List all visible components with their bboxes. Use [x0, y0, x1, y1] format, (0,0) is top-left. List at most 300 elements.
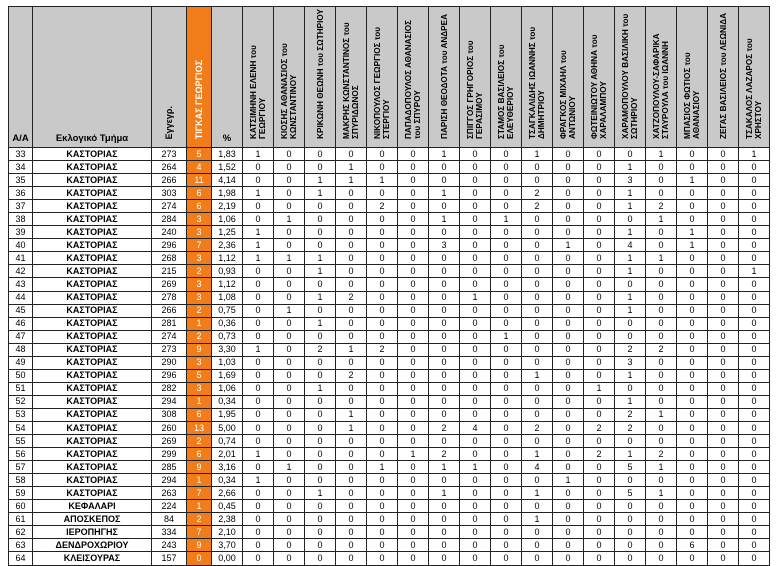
row-candidate-votes: 0 — [677, 369, 708, 382]
row-candidate-votes: 0 — [243, 356, 274, 369]
row-candidate-votes: 0 — [708, 148, 739, 161]
row-candidate-votes: 0 — [367, 265, 398, 278]
row-candidate-votes: 0 — [739, 395, 770, 408]
row-candidate-votes: 0 — [677, 356, 708, 369]
row-candidate-votes: 0 — [243, 395, 274, 408]
table-row — [9, 448, 770, 461]
row-percent: 1,06 — [212, 382, 243, 395]
row-candidate-votes: 0 — [708, 552, 739, 565]
row-candidate-votes: 0 — [274, 161, 305, 174]
row-candidate-votes: 0 — [305, 148, 336, 161]
row-candidate-votes: 0 — [553, 513, 584, 526]
row-candidate-votes: 0 — [739, 369, 770, 382]
row-tmima: ΙΕΡΟΠΗΓΗΣ — [33, 526, 152, 539]
row-candidate-votes: 0 — [398, 291, 429, 304]
row-percent: 1,06 — [212, 213, 243, 226]
table-row — [9, 252, 770, 265]
row-candidate-votes: 0 — [429, 408, 460, 421]
row-candidate-votes: 0 — [460, 213, 491, 226]
row-candidate-votes: 0 — [708, 395, 739, 408]
row-eggegrammenoi: 84 — [152, 513, 187, 526]
row-tmima: ΚΑΣΤΟΡΙΑΣ — [33, 278, 152, 291]
row-eggegrammenoi: 285 — [152, 461, 187, 474]
row-candidate-votes: 0 — [367, 252, 398, 265]
table-row — [9, 291, 770, 304]
row-candidate-votes: 0 — [584, 356, 615, 369]
row-candidate-votes: 0 — [739, 513, 770, 526]
row-candidate-votes: 0 — [460, 304, 491, 317]
row-candidate-votes: 0 — [429, 526, 460, 539]
row-tmima: ΚΑΣΤΟΡΙΑΣ — [33, 408, 152, 421]
row-candidate-votes: 0 — [584, 474, 615, 487]
row-candidate-votes: 0 — [367, 539, 398, 552]
header-candidate — [398, 7, 429, 148]
row-candidate-votes: 0 — [646, 265, 677, 278]
row-candidate-votes: 0 — [336, 539, 367, 552]
row-candidate-votes: 0 — [429, 356, 460, 369]
row-aa: 37 — [9, 200, 33, 213]
row-candidate-votes: 1 — [615, 369, 646, 382]
row-candidate-votes: 1 — [522, 513, 553, 526]
row-candidate-votes: 0 — [522, 395, 553, 408]
row-candidate-votes: 0 — [708, 408, 739, 421]
row-candidate-votes: 0 — [243, 408, 274, 421]
row-candidate-votes: 0 — [553, 421, 584, 434]
row-eggegrammenoi: 290 — [152, 356, 187, 369]
row-aa: 64 — [9, 552, 33, 565]
table-row — [9, 487, 770, 500]
row-candidate-votes: 0 — [243, 200, 274, 213]
row-candidate-votes: 0 — [553, 304, 584, 317]
row-candidate-votes: 0 — [677, 304, 708, 317]
row-candidate-votes: 0 — [460, 226, 491, 239]
row-candidate-votes: 1 — [553, 474, 584, 487]
row-aa: 54 — [9, 421, 33, 434]
row-candidate-votes: 0 — [305, 161, 336, 174]
row-candidate-votes: 0 — [460, 343, 491, 356]
row-candidate-votes: 0 — [584, 174, 615, 187]
row-percent: 1,52 — [212, 161, 243, 174]
row-candidate-votes: 2 — [615, 343, 646, 356]
header-candidate — [677, 7, 708, 148]
row-candidate-votes: 0 — [274, 317, 305, 330]
row-candidate-votes: 1 — [646, 461, 677, 474]
row-percent: 3,30 — [212, 343, 243, 356]
row-eggegrammenoi: 299 — [152, 448, 187, 461]
row-candidate-votes: 0 — [305, 356, 336, 369]
row-candidate-votes: 1 — [615, 291, 646, 304]
row-candidate-votes: 0 — [243, 513, 274, 526]
table-row — [9, 552, 770, 565]
row-candidate-votes: 0 — [429, 539, 460, 552]
row-candidate-votes: 0 — [646, 539, 677, 552]
row-candidate-votes: 0 — [305, 500, 336, 513]
row-candidate-votes: 0 — [367, 408, 398, 421]
row-candidate-votes: 0 — [305, 226, 336, 239]
table-body — [9, 148, 770, 566]
row-percent: 1,25 — [212, 226, 243, 239]
row-candidate-votes: 0 — [739, 356, 770, 369]
row-candidate-votes: 0 — [336, 448, 367, 461]
row-candidate-votes: 0 — [460, 382, 491, 395]
row-candidate-votes: 2 — [584, 448, 615, 461]
row-candidate-votes: 0 — [677, 161, 708, 174]
row-eggegrammenoi: 243 — [152, 539, 187, 552]
row-percent: 0,34 — [212, 395, 243, 408]
row-candidate-votes: 0 — [336, 552, 367, 565]
row-candidate-votes: 0 — [491, 174, 522, 187]
row-candidate-votes: 0 — [367, 317, 398, 330]
row-percent: 4,14 — [212, 174, 243, 187]
row-candidate-votes: 2 — [615, 421, 646, 434]
row-eggegrammenoi: 296 — [152, 239, 187, 252]
row-candidate-votes: 1 — [739, 265, 770, 278]
row-tmima: ΚΛΕΙΣΟΥΡΑΣ — [33, 552, 152, 565]
row-leader-votes: 3 — [187, 278, 212, 291]
row-candidate-votes: 0 — [615, 526, 646, 539]
row-candidate-votes: 0 — [491, 539, 522, 552]
row-candidate-votes: 0 — [522, 382, 553, 395]
row-candidate-votes: 0 — [429, 304, 460, 317]
row-candidate-votes: 0 — [553, 408, 584, 421]
row-eggegrammenoi: 273 — [152, 148, 187, 161]
header-candidate-label: ΦΡΑΓΚΟΣ ΜΙΧΑΗΛ του ΑΝΤΩΝΙΟΥ — [559, 50, 577, 139]
row-candidate-votes: 0 — [615, 317, 646, 330]
row-candidate-votes: 0 — [553, 200, 584, 213]
row-candidate-votes: 0 — [274, 382, 305, 395]
row-candidate-votes: 0 — [522, 317, 553, 330]
row-candidate-votes: 0 — [460, 252, 491, 265]
header-candidate — [522, 7, 553, 148]
row-candidate-votes: 0 — [243, 304, 274, 317]
row-candidate-votes: 0 — [429, 382, 460, 395]
row-candidate-votes: 0 — [398, 174, 429, 187]
row-candidate-votes: 1 — [460, 291, 491, 304]
row-candidate-votes: 0 — [646, 317, 677, 330]
row-candidate-votes: 0 — [336, 330, 367, 343]
row-candidate-votes: 0 — [677, 317, 708, 330]
row-candidate-votes: 0 — [491, 435, 522, 448]
row-candidate-votes: 2 — [429, 421, 460, 434]
table-row — [9, 161, 770, 174]
row-candidate-votes: 0 — [708, 369, 739, 382]
row-candidate-votes: 0 — [584, 161, 615, 174]
row-candidate-votes: 0 — [646, 278, 677, 291]
row-tmima: ΚΑΣΤΟΡΙΑΣ — [33, 291, 152, 304]
table-row — [9, 408, 770, 421]
row-candidate-votes: 0 — [398, 343, 429, 356]
row-leader-votes: 3 — [187, 291, 212, 304]
row-percent: 2,66 — [212, 487, 243, 500]
row-percent: 2,01 — [212, 448, 243, 461]
row-candidate-votes: 0 — [274, 278, 305, 291]
row-candidate-votes: 0 — [522, 343, 553, 356]
row-candidate-votes: 3 — [429, 239, 460, 252]
row-leader-votes: 7 — [187, 526, 212, 539]
row-candidate-votes: 0 — [429, 552, 460, 565]
row-candidate-votes: 0 — [708, 187, 739, 200]
row-candidate-votes: 0 — [553, 461, 584, 474]
row-candidate-votes: 0 — [336, 474, 367, 487]
row-leader-votes: 3 — [187, 226, 212, 239]
row-tmima: ΚΑΣΤΟΡΙΑΣ — [33, 343, 152, 356]
row-candidate-votes: 0 — [677, 395, 708, 408]
row-candidate-votes: 0 — [336, 461, 367, 474]
table-row — [9, 187, 770, 200]
row-candidate-votes: 0 — [336, 278, 367, 291]
row-candidate-votes: 0 — [398, 213, 429, 226]
row-candidate-votes: 0 — [398, 226, 429, 239]
header-candidate-label: ΠΑΠΑΔΟΠΟΥΛΟΣ ΑΘΑΝΑΣΙΟΣ του ΣΠΥΡΟΥ — [404, 20, 422, 139]
row-candidate-votes: 1 — [522, 448, 553, 461]
row-candidate-votes: 0 — [677, 330, 708, 343]
row-candidate-votes: 1 — [615, 304, 646, 317]
row-candidate-votes: 0 — [336, 500, 367, 513]
row-candidate-votes: 0 — [243, 552, 274, 565]
row-candidate-votes: 0 — [243, 539, 274, 552]
row-candidate-votes: 0 — [522, 278, 553, 291]
row-candidate-votes: 0 — [398, 500, 429, 513]
row-aa: 41 — [9, 252, 33, 265]
row-candidate-votes: 0 — [491, 200, 522, 213]
row-aa: 59 — [9, 487, 33, 500]
row-candidate-votes: 0 — [398, 187, 429, 200]
row-candidate-votes: 1 — [429, 148, 460, 161]
row-tmima: ΚΑΣΤΟΡΙΑΣ — [33, 487, 152, 500]
row-tmima: ΑΠΟΣΚΕΠΟΣ — [33, 513, 152, 526]
row-candidate-votes: 0 — [708, 461, 739, 474]
header-candidate-label: ΚΙΟΣΗΣ ΑΘΑΝΑΣΙΟΣ του ΚΩΝΣΤΑΝΤΙΝΟΥ — [280, 43, 298, 139]
row-leader-votes: 6 — [187, 448, 212, 461]
row-candidate-votes: 0 — [708, 200, 739, 213]
row-leader-votes: 2 — [187, 265, 212, 278]
row-candidate-votes: 0 — [646, 526, 677, 539]
row-candidate-votes: 1 — [305, 174, 336, 187]
row-leader-votes: 6 — [187, 200, 212, 213]
row-eggegrammenoi: 303 — [152, 187, 187, 200]
row-candidate-votes: 0 — [336, 356, 367, 369]
table-row — [9, 474, 770, 487]
header-tmima — [33, 7, 152, 148]
row-tmima: ΚΑΣΤΟΡΙΑΣ — [33, 395, 152, 408]
row-candidate-votes: 0 — [708, 239, 739, 252]
header-candidate-label: ΤΣΑΓΚΑΛΙΔΗΣ ΙΩΑΝΝΗΣ του ΔΗΜΗΤΡΙΟΥ — [528, 26, 546, 139]
row-eggegrammenoi: 308 — [152, 408, 187, 421]
row-candidate-votes: 1 — [336, 174, 367, 187]
table-row — [9, 369, 770, 382]
row-percent: 2,36 — [212, 239, 243, 252]
row-candidate-votes: 1 — [243, 187, 274, 200]
row-candidate-votes: 1 — [677, 226, 708, 239]
row-candidate-votes: 0 — [243, 213, 274, 226]
row-candidate-votes: 0 — [274, 330, 305, 343]
row-tmima: ΚΑΣΤΟΡΙΑΣ — [33, 161, 152, 174]
row-tmima: ΚΑΣΤΟΡΙΑΣ — [33, 174, 152, 187]
row-candidate-votes: 5 — [615, 461, 646, 474]
row-candidate-votes: 0 — [398, 474, 429, 487]
row-percent: 5,00 — [212, 421, 243, 434]
header-candidate — [305, 7, 336, 148]
row-tmima: ΚΕΦΑΛΑΡΙ — [33, 500, 152, 513]
row-candidate-votes: 0 — [677, 148, 708, 161]
row-candidate-votes: 0 — [398, 539, 429, 552]
row-candidate-votes: 0 — [274, 474, 305, 487]
row-candidate-votes: 0 — [522, 500, 553, 513]
row-candidate-votes: 0 — [398, 513, 429, 526]
row-candidate-votes: 0 — [398, 304, 429, 317]
row-candidate-votes: 0 — [739, 278, 770, 291]
row-candidate-votes: 0 — [243, 487, 274, 500]
row-aa: 38 — [9, 213, 33, 226]
row-candidate-votes: 4 — [615, 239, 646, 252]
row-candidate-votes: 0 — [646, 435, 677, 448]
row-candidate-votes: 0 — [739, 304, 770, 317]
row-candidate-votes: 0 — [398, 408, 429, 421]
row-candidate-votes: 0 — [367, 513, 398, 526]
row-candidate-votes: 0 — [367, 500, 398, 513]
row-candidate-votes: 0 — [522, 474, 553, 487]
row-candidate-votes: 2 — [522, 200, 553, 213]
row-candidate-votes: 0 — [274, 421, 305, 434]
row-percent: 1,08 — [212, 291, 243, 304]
row-candidate-votes: 0 — [305, 304, 336, 317]
row-candidate-votes: 0 — [739, 539, 770, 552]
row-candidate-votes: 0 — [336, 304, 367, 317]
row-candidate-votes: 0 — [584, 369, 615, 382]
row-candidate-votes: 0 — [460, 526, 491, 539]
row-candidate-votes: 0 — [739, 213, 770, 226]
row-eggegrammenoi: 263 — [152, 487, 187, 500]
results-sheet — [8, 6, 768, 563]
row-candidate-votes: 0 — [336, 513, 367, 526]
row-candidate-votes: 0 — [553, 382, 584, 395]
row-candidate-votes: 2 — [429, 448, 460, 461]
row-candidate-votes: 0 — [646, 513, 677, 526]
row-candidate-votes: 0 — [739, 239, 770, 252]
row-candidate-votes: 0 — [522, 226, 553, 239]
row-candidate-votes: 0 — [677, 513, 708, 526]
header-tmima-label: Εκλογικό Τμήμα — [55, 133, 129, 144]
row-candidate-votes: 1 — [491, 330, 522, 343]
table-row — [9, 304, 770, 317]
row-candidate-votes: 1 — [336, 343, 367, 356]
row-candidate-votes: 0 — [367, 356, 398, 369]
row-candidate-votes: 0 — [274, 500, 305, 513]
row-candidate-votes: 0 — [367, 278, 398, 291]
row-candidate-votes: 0 — [460, 200, 491, 213]
row-candidate-votes: 3 — [615, 174, 646, 187]
row-candidate-votes: 0 — [553, 161, 584, 174]
row-candidate-votes: 3 — [615, 356, 646, 369]
row-candidate-votes: 0 — [398, 317, 429, 330]
row-candidate-votes: 1 — [677, 174, 708, 187]
row-percent: 0,93 — [212, 265, 243, 278]
row-leader-votes: 6 — [187, 187, 212, 200]
row-candidate-votes: 0 — [429, 474, 460, 487]
row-candidate-votes: 0 — [739, 291, 770, 304]
row-candidate-votes: 0 — [460, 330, 491, 343]
row-candidate-votes: 0 — [491, 265, 522, 278]
row-candidate-votes: 1 — [739, 148, 770, 161]
row-leader-votes: 9 — [187, 539, 212, 552]
row-candidate-votes: 0 — [553, 291, 584, 304]
row-candidate-votes: 0 — [584, 239, 615, 252]
row-candidate-votes: 0 — [429, 435, 460, 448]
row-candidate-votes: 0 — [460, 487, 491, 500]
row-candidate-votes: 0 — [677, 252, 708, 265]
row-tmima: ΚΑΣΤΟΡΙΑΣ — [33, 239, 152, 252]
row-candidate-votes: 1 — [429, 461, 460, 474]
row-candidate-votes: 1 — [336, 161, 367, 174]
table-row — [9, 356, 770, 369]
row-candidate-votes: 0 — [553, 487, 584, 500]
row-candidate-votes: 0 — [708, 174, 739, 187]
row-candidate-votes: 0 — [646, 395, 677, 408]
row-candidate-votes: 0 — [398, 526, 429, 539]
row-candidate-votes: 0 — [615, 474, 646, 487]
header-candidate — [460, 7, 491, 148]
row-candidate-votes: 0 — [336, 526, 367, 539]
row-candidate-votes: 0 — [491, 369, 522, 382]
row-candidate-votes: 0 — [677, 552, 708, 565]
table-row — [9, 213, 770, 226]
header-candidate — [336, 7, 367, 148]
row-candidate-votes: 0 — [584, 226, 615, 239]
row-candidate-votes: 0 — [739, 226, 770, 239]
row-candidate-votes: 0 — [305, 435, 336, 448]
row-candidate-votes: 1 — [243, 343, 274, 356]
header-candidate-label: ΣΤΑΜΟΣ ΒΑΣΙΛΕΙΟΣ του ΕΛΕΥΘΕΡΙΟΥ — [497, 44, 515, 139]
row-candidate-votes: 0 — [553, 526, 584, 539]
row-candidate-votes: 0 — [243, 435, 274, 448]
row-candidate-votes: 2 — [367, 343, 398, 356]
table-row — [9, 317, 770, 330]
row-aa: 33 — [9, 148, 33, 161]
row-candidate-votes: 0 — [460, 500, 491, 513]
row-candidate-votes: 0 — [646, 369, 677, 382]
row-candidate-votes: 0 — [491, 408, 522, 421]
row-leader-votes: 5 — [187, 369, 212, 382]
row-candidate-votes: 0 — [615, 330, 646, 343]
row-candidate-votes: 0 — [491, 448, 522, 461]
row-candidate-votes: 0 — [274, 408, 305, 421]
row-aa: 55 — [9, 435, 33, 448]
row-candidate-votes: 0 — [274, 356, 305, 369]
row-aa: 45 — [9, 304, 33, 317]
row-eggegrammenoi: 294 — [152, 395, 187, 408]
row-percent: 3,16 — [212, 461, 243, 474]
row-candidate-votes: 0 — [553, 356, 584, 369]
row-candidate-votes: 0 — [429, 330, 460, 343]
row-candidate-votes: 0 — [708, 382, 739, 395]
row-candidate-votes: 2 — [646, 200, 677, 213]
row-candidate-votes: 0 — [677, 200, 708, 213]
row-candidate-votes: 1 — [522, 487, 553, 500]
row-candidate-votes: 0 — [491, 552, 522, 565]
row-candidate-votes: 1 — [398, 448, 429, 461]
table-row — [9, 278, 770, 291]
row-candidate-votes: 0 — [336, 435, 367, 448]
row-candidate-votes: 1 — [305, 487, 336, 500]
row-aa: 51 — [9, 382, 33, 395]
row-candidate-votes: 0 — [367, 421, 398, 434]
row-candidate-votes: 0 — [646, 500, 677, 513]
row-leader-votes: 13 — [187, 421, 212, 434]
row-candidate-votes: 0 — [367, 213, 398, 226]
row-candidate-votes: 0 — [274, 487, 305, 500]
row-candidate-votes: 0 — [646, 226, 677, 239]
row-candidate-votes: 0 — [677, 291, 708, 304]
